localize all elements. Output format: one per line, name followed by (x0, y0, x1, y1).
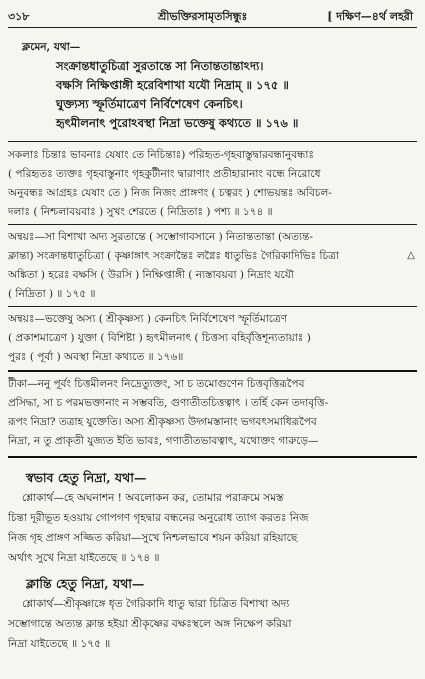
anvaya-line: অন্বয়ঃ—সা বিশাখা অদ্য সুরতান্তে ( সম্ভোগাবসানে ) নিতান্ততান্তা (অত্যন্ত- (8, 231, 313, 243)
anvaya-line: ক্লান্তা) সংক্রান্তধাতুচিত্রা ( কৃষ্ণাঙ্গাৎ সংক্রান্তৈঃ লগ্নৈঃ ধাতুভিঃ গৈরিকাদিভিঃ চিত্রা (8, 250, 339, 262)
commentary-line: সকলাঃ চিন্তাঃ ভাবনাঃ যেষাং তে নিচিন্তাঃ) পরিহৃত-গৃহবাস্তুদ্বারবন্ধানুবন্ধাঃ (8, 149, 315, 161)
tika-rule (8, 370, 417, 372)
klanti-section (8, 574, 417, 654)
anvaya-line: পুরঃ ( পূর্বা ) অবস্থা নিদ্রা কথ্যতে ॥ ১৭৬॥ (8, 351, 184, 363)
anvaya-line: ( প্রকাশমাত্রেণ ) যুক্তা ( বিশিষ্টা ) হৃৎমীলনাৎ ( চিত্তস্য বহির্বৃত্তিশূন্যতায়াঃ ) (8, 332, 311, 344)
verse-line: সংক্রান্তধাতুচিত্রা সুরতান্তে সা নিতান্ততান্তাঽদ্য। (56, 59, 264, 73)
tika-end-rule (8, 456, 417, 458)
commentary-sakala (8, 146, 417, 222)
verse-rule (8, 141, 417, 142)
page-header (8, 6, 417, 26)
verse-line: বক্ষসি নিক্ষিপ্তাঙ্গী হরেবিশাখা যযৌ নিদ্রাম্‌ ॥ ১৭৫ ॥ (56, 78, 289, 92)
verse-line: হৃৎমীলনাৎ পুরোঽবস্থা নিদ্রা ভক্তেষু কথ্যতে ॥ ১৭৬ ॥ (56, 116, 299, 130)
translation-line: নিদ্রা যাইতেছে ॥ ১৭৫ ॥ (8, 638, 111, 650)
commentary-line: ( পরিহৃতঃ ত্যক্তঃ গৃহবাস্তুনাং গৃহকুটীনাং দ্বারাণাং প্রতীহারানাং বন্ধে নিরোধে (8, 168, 321, 180)
section-rule (8, 224, 417, 225)
translation-line: সম্ভোগান্তে অত্যন্ত ক্লান্ত হইয়া শ্রীকৃষ্ণের বক্ষঃস্থলে অঙ্গ নিক্ষেপ করিয়া (8, 618, 292, 630)
translation-line: শ্লোকার্থ—শ্রীকৃষ্ণাঙ্গে ধৃত গৈরিকাদি ধাতু দ্বারা চিত্রিত বিশাখা অদ্য (22, 598, 290, 610)
tika-line: রূপং নিদ্রা? তত্রাহ যুক্তেতি। অস্য শ্রীকৃষ্ণস্য উদ্গমস্তানাং ভগবৎসমাধিরূপৈব (8, 416, 317, 428)
translation-line: অর্থাৎ সুখে নিদ্রা যাইতেছে ॥ ১৭৪ ॥ (8, 552, 160, 564)
translation-line: চিন্তা দূরীভূত হওয়ায় গোপগণ গৃহদ্বার বন্ধনের অনুরোধ ত্যাগ করতঃ নিজ (8, 512, 309, 524)
verse-block (8, 38, 417, 133)
tika-line: নিদ্রা, ন তু প্রাকৃতী যুজ্যত ইতি ভাবঃ, গণাতীতভাবত্বাৎ, যথোক্তং গারুড়ে— (8, 435, 319, 447)
header-rule (8, 27, 417, 28)
chapter-label: [ দক্ষিণ—৪র্থ লহরী (327, 10, 413, 23)
commentary-line: দলাঃ ( নিশ্চলাবয়বাঃ ) সুখং শেরতে ( নিদ্রিতাঃ ) পশ্য ॥ ১৭৪ ॥ (8, 206, 273, 218)
tika-line: প্রসিদ্ধা, সা চ পরমভক্তানাং ন সম্ভবতি, গুণাতীতচিত্তত্বাৎ । তর্হি কেন তদাবৃত্তি- (8, 397, 329, 409)
anvaya-line: অন্বয়ঃ—ভক্তেষু অস্য ( শ্রীকৃষ্ণস্য ) কেনচিৎ নির্বিশেষেণ স্ফূর্তিমাত্রেণ (8, 313, 288, 325)
klanti-heading: ক্লান্তি হেতু নিদ্রা, যথা— (26, 576, 145, 591)
verse-intro: ক্লমেন, যথা— (22, 41, 81, 53)
anvaya-176 (8, 310, 417, 367)
book-title: শ্রীভক্তিরসামৃতসিন্ধুঃ (158, 10, 248, 23)
translation-line: নিজ গৃহ প্রাঙ্গণ সজ্জিত করিয়া—সুখে নিশ্চলভাবে শয়ন করিয়া রহিয়াছে (8, 532, 298, 544)
section-rule (8, 306, 417, 307)
tika-line: টীকা—ননু পূর্বং চিত্তমীলনং নিদ্রেত্যুক্তং, সা চ তমোগুণেন চিত্তবৃত্তিরূপৈব (8, 378, 305, 390)
anvaya-line: অঙ্কিতা ) হরেঃ বক্ষসি ( উরসি ) নিক্ষিপ্তাঙ্গী ( ন্যস্তাবয়বা ) নিদ্রাং যযৌ (8, 269, 294, 281)
translation-line: শ্লোকার্থ—হে অঘনাশন ! অবলোকন কর, তোমার পরাক্রমে সমস্ত (22, 492, 284, 504)
verse-line: ঘুক্ত্যস্য স্ফূর্তিমাত্রেণ নির্বিশেষেণ কেনচিৎ। (56, 97, 243, 111)
svabhava-section (8, 468, 417, 568)
margin-mark: △ (407, 250, 415, 261)
tika-block (8, 375, 417, 451)
commentary-line: অনুবন্ধঃ আগ্রহঃ যেষাং তে ) নিজ নিজং প্রাঙ্গণং ( চত্বরং ) শোভয়ন্তঃ অবিচল- (8, 187, 332, 199)
page-number: ৩১৮ (8, 10, 30, 23)
anvaya-175 (8, 228, 417, 304)
anvaya-line: ( নিদ্রিতা ) ॥ ১৭৫ ॥ (8, 288, 96, 300)
svabhava-heading: স্বভাব হেতু নিদ্রা, যথা— (26, 470, 147, 485)
